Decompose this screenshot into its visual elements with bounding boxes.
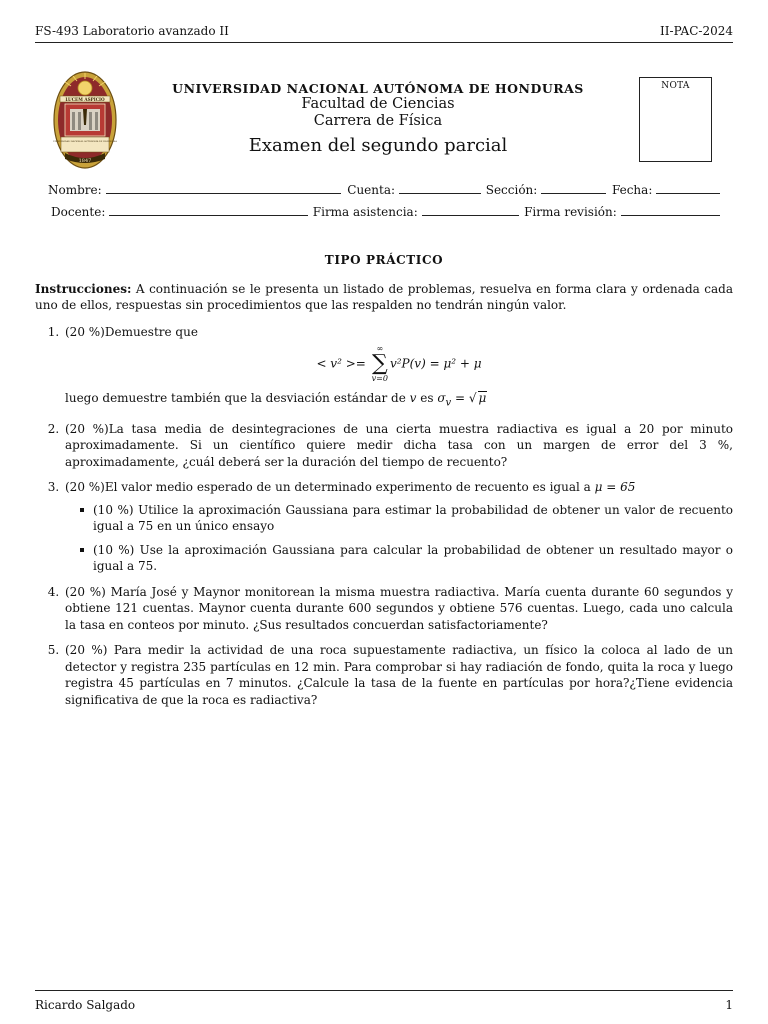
student-info-row (48, 183, 720, 197)
title-block (150, 82, 606, 158)
attendance-signature-field[interactable] (422, 215, 519, 216)
name-label: Nombre: (48, 183, 102, 197)
review-signature-label: Firma revisión: (524, 205, 617, 219)
running-footer (35, 990, 733, 1016)
instructions-text: A continuación se le presenta un listado de problemas, resuelva en forma clara y ordenada cada uno de ellos, respuestas sin procedimientos que las respalden no tendrán ningún valor. (35, 281, 733, 312)
problem-3 (63, 479, 733, 575)
problem-list (35, 324, 733, 709)
date-label: Fecha: (611, 183, 653, 197)
problem-1-intro: (20 %)Demuestre que (65, 324, 198, 339)
summation-symbol: ∞ ∑ v=0 (371, 344, 388, 383)
review-signature-field[interactable] (621, 215, 720, 216)
section-label: Sección: (485, 183, 538, 197)
problem-5: 5. (20 %) Para medir la actividad de una roca supuestamente radiactiva, un físico la coloca al lado de un detector y registra 235 partículas en 12 min. Para comprobar si hay radiación de fondo, quita la roca y luego registra 45 partículas en 7 minutos. ¿Calcule la tasa de la fuente en partículas por hora?¿Tiene evidencia significativa de que la roca es radiactiva? (63, 642, 733, 708)
exam-content (35, 252, 733, 717)
sum-upper-limit: ∞ (376, 344, 384, 353)
name-field[interactable] (106, 193, 342, 194)
problem-3-subitem-b: (10 %) Use la aproximación Gaussiana para calcular la probabilidad de obtener un resultado mayor o igual a 75. (93, 542, 733, 574)
grade-box[interactable] (639, 77, 712, 162)
section-field[interactable] (541, 193, 606, 194)
university-name: UNIVERSIDAD NACIONAL AUTÓNOMA DE HONDURAS (172, 81, 584, 96)
page-number: 1 (725, 998, 733, 1012)
logo-year: 1847 (78, 158, 92, 164)
sum-lower-limit: v=0 (371, 374, 388, 383)
signature-info-row (51, 205, 720, 219)
problem-1-equation (65, 344, 733, 384)
problem-3-subitems (65, 502, 733, 575)
career-name: Carrera de Física (313, 113, 443, 129)
problem-2: 2. (20 %)La tasa media de desintegraciones de una cierta muestra radiactiva es igual a 20 por minuto aproximadamente. Si un científico quiere medir dicha tasa con un margen de error del 3 %, aproximadamente, ¿cuál deberá ser la duración del tiempo de recuento? (63, 421, 733, 471)
problem-3-subitem-a: (10 %) Utilice la aproximación Gaussiana para estimar la probabilidad de obtener un valor de recuento igual a 75 en un único ensayo (93, 502, 733, 534)
account-label: Cuenta: (347, 183, 396, 197)
problem-1 (63, 324, 733, 412)
logo-band-text: UNIVERSIDAD NACIONAL AUTÓNOMA DE HONDURAS (53, 140, 117, 143)
date-field[interactable] (656, 193, 720, 194)
course-name: FS-493 Laboratorio avanzado II (35, 24, 229, 38)
grade-box-label: NOTA (661, 81, 690, 91)
teacher-label: Docente: (51, 205, 106, 219)
problem-1-followup: luego demuestre también que la desviación estándar de v es $\sigma_v$ = √ μ (65, 391, 487, 409)
logo-motto: LUCEM ASPICIO (65, 97, 105, 102)
author-name: Ricardo Salgado (35, 998, 136, 1012)
equation-lhs: < v² >= (316, 356, 370, 371)
instructions-label: Instrucciones: (35, 281, 132, 296)
problem-4: 4. (20 %) María José y Maynor monitorean la misma muestra radiactiva. María cuenta durante 60 segundos y obtiene 121 cuentas. Maynor cuenta durante 600 segundos y obtiene 576 cuentas. Luego, cada uno calcula la tasa en conteos por minuto. ¿Sus resultados concuerdan satisfactoriamente? (63, 584, 733, 634)
equation-rhs: v²P(v) = μ² + μ (389, 356, 482, 371)
attendance-signature-label: Firma asistencia: (312, 205, 418, 219)
running-header (35, 24, 733, 43)
term-code: II-PAC-2024 (660, 24, 733, 38)
teacher-field[interactable] (109, 215, 307, 216)
university-seal-logo (53, 71, 117, 169)
problem-3-mean: μ = 65 (594, 480, 636, 495)
faculty-name: Facultad de Ciencias (301, 96, 455, 112)
problem-3-intro: (20 %)El valor medio esperado de un determinado experimento de recuento es igual a (65, 480, 595, 495)
account-field[interactable] (399, 193, 481, 194)
exam-title: Examen del segundo parcial (248, 135, 508, 156)
instructions (35, 281, 733, 314)
section-title: TIPO PRÁCTICO (324, 253, 444, 267)
